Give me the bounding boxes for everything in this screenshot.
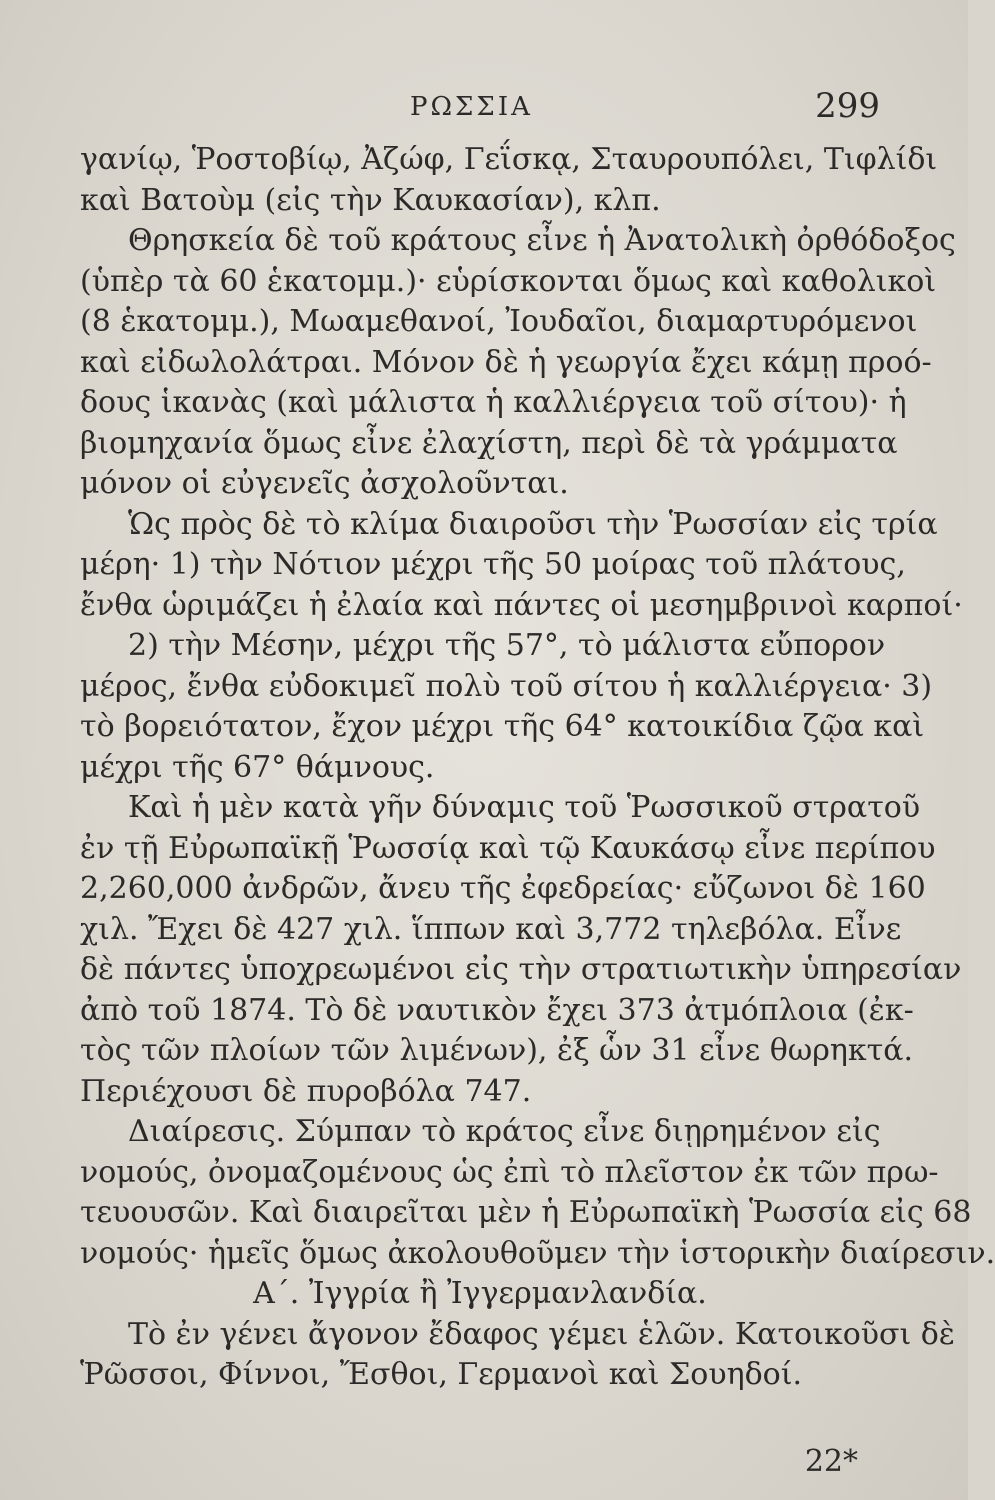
text-line: δὲ πάντες ὑποχρεωμένοι εἰς τὴν στρατιωτικὴν ὑπηρεσίαν xyxy=(80,952,962,987)
body-text xyxy=(80,140,995,1396)
text-line: ἐν τῇ Εὐρωπαϊκῇ Ῥωσσίᾳ καὶ τῷ Καυκάσῳ εἶνε περίπου xyxy=(80,830,936,866)
text-line: 2,260,000 ἀνδρῶν, ἄνευ τῆς ἐφεδρείας· εὔζωνοι δὲ 160 xyxy=(80,871,926,906)
text-line: χιλ. Ἔχει δὲ 427 χιλ. ἵππων καὶ 3,772 τηλεβόλα. Εἶνε xyxy=(80,911,902,947)
text-line: νομούς, ὀνομαζομένους ὡς ἐπὶ τὸ πλεῖστον ἐκ τῶν πρω- xyxy=(80,1154,939,1190)
text-line: τὸς τῶν πλοίων τῶν λιμένων), ἐξ ὧν 31 εἶνε θωρηκτά. xyxy=(80,1033,913,1068)
text-line: μέχρι τῆς 67° θάμνους. xyxy=(80,749,435,785)
text-line: μόνον οἱ εὐγενεῖς ἀσχολοῦνται. xyxy=(80,466,569,501)
text-line: μέρος, ἔνθα εὐδοκιμεῖ πολὺ τοῦ σίτου ἡ καλλιέργεια· 3) xyxy=(80,668,933,704)
text-line: βιομηχανία ὅμως εἶνε ἐλαχίστη, περὶ δὲ τὰ γράμματα xyxy=(80,425,898,461)
text-line: καὶ εἰδωλολάτραι. Μόνον δὲ ἡ γεωργία ἔχει κάμῃ προό- xyxy=(80,344,932,380)
text-line: τευουσῶν. Καὶ διαιρεῖται μὲν ἡ Εὐρωπαϊκὴ Ῥωσσία εἰς 68 xyxy=(80,1195,972,1230)
signature-mark: 22* xyxy=(804,1444,858,1479)
section-heading: Α΄. Ἰγγρία ἢ Ἰγγερμανλανδία. xyxy=(253,1276,707,1311)
text-line: Περιέχουσι δὲ πυροβόλα 747. xyxy=(80,1073,532,1109)
text-line: μέρη· 1) τὴν Νότιον μέχρι τῆς 50 μοίρας τοῦ πλάτους, xyxy=(80,547,906,582)
text-line: Ῥῶσσοι, Φίννοι, Ἔσθοι, Γερμανοὶ καὶ Σουηδοί. xyxy=(80,1357,802,1392)
paragraph-army: Καὶ ἡ μὲν κατὰ γῆν δύναμις τοῦ Ῥωσσικοῦ στρατοῦ xyxy=(128,790,921,825)
text-line: 2) τὴν Μέσην, μέχρι τῆς 57°, τὸ μάλιστα εὔπορον xyxy=(128,628,886,663)
text-line: καὶ Βατοὺμ (εἰς τὴν Καυκασίαν), κλπ. xyxy=(80,182,661,218)
text-line: νομούς· ἡμεῖς ὅμως ἀκολουθοῦμεν τὴν ἱστορικὴν διαίρεσιν. xyxy=(80,1235,995,1271)
text-line: ἔνθα ὡριμάζει ἡ ἐλαία καὶ πάντες οἱ μεσημβρινοὶ καρποί· xyxy=(80,587,963,623)
paragraph-division: Διαίρεσις. Σύμπαν τὸ κράτος εἶνε διῃρημένον εἰς xyxy=(128,1114,881,1149)
text-line: (ὑπὲρ τὰ 60 ἑκατομμ.)· εὑρίσκονται ὅμως καὶ καθολικοὶ xyxy=(80,263,937,299)
text-line: (8 ἑκατομμ.), Μωαμεθανοί, Ἰουδαῖοι, διαμαρτυρόμενοι xyxy=(80,304,918,339)
paragraph-climate: Ὡς πρὸς δὲ τὸ κλίμα διαιροῦσι τὴν Ῥωσσίαν εἰς τρία xyxy=(128,506,938,542)
running-head: ΡΩΣΣΙΑ xyxy=(410,92,533,122)
page-header xyxy=(80,86,880,132)
paragraph-religion: Θρησκεία δὲ τοῦ κράτους εἶνε ἡ Ἀνατολικὴ ὀρθόδοξος xyxy=(128,223,956,258)
paragraph-ingria: Τὸ ἐν γένει ἄγονον ἔδαφος γέμει ἑλῶν. Κατοικοῦσι δὲ xyxy=(128,1316,955,1352)
page-number: 299 xyxy=(815,86,880,126)
text-line: δους ἱκανὰς (καὶ μάλιστα ἡ καλλιέργεια τοῦ σίτου)· ἡ xyxy=(80,385,907,420)
text-line: γανίῳ, Ῥοστοβίῳ, Ἀζώφ, Γεΐσκᾳ, Σταυρουπόλει, Τιφλίδι xyxy=(80,142,938,177)
text-line: τὸ βορειότατον, ἔχον μέχρι τῆς 64° κατοικίδια ζῷα καὶ xyxy=(80,709,925,744)
text-line: ἀπὸ τοῦ 1874. Τὸ δὲ ναυτικὸν ἔχει 373 ἀτμόπλοια (ἐκ- xyxy=(80,992,914,1028)
